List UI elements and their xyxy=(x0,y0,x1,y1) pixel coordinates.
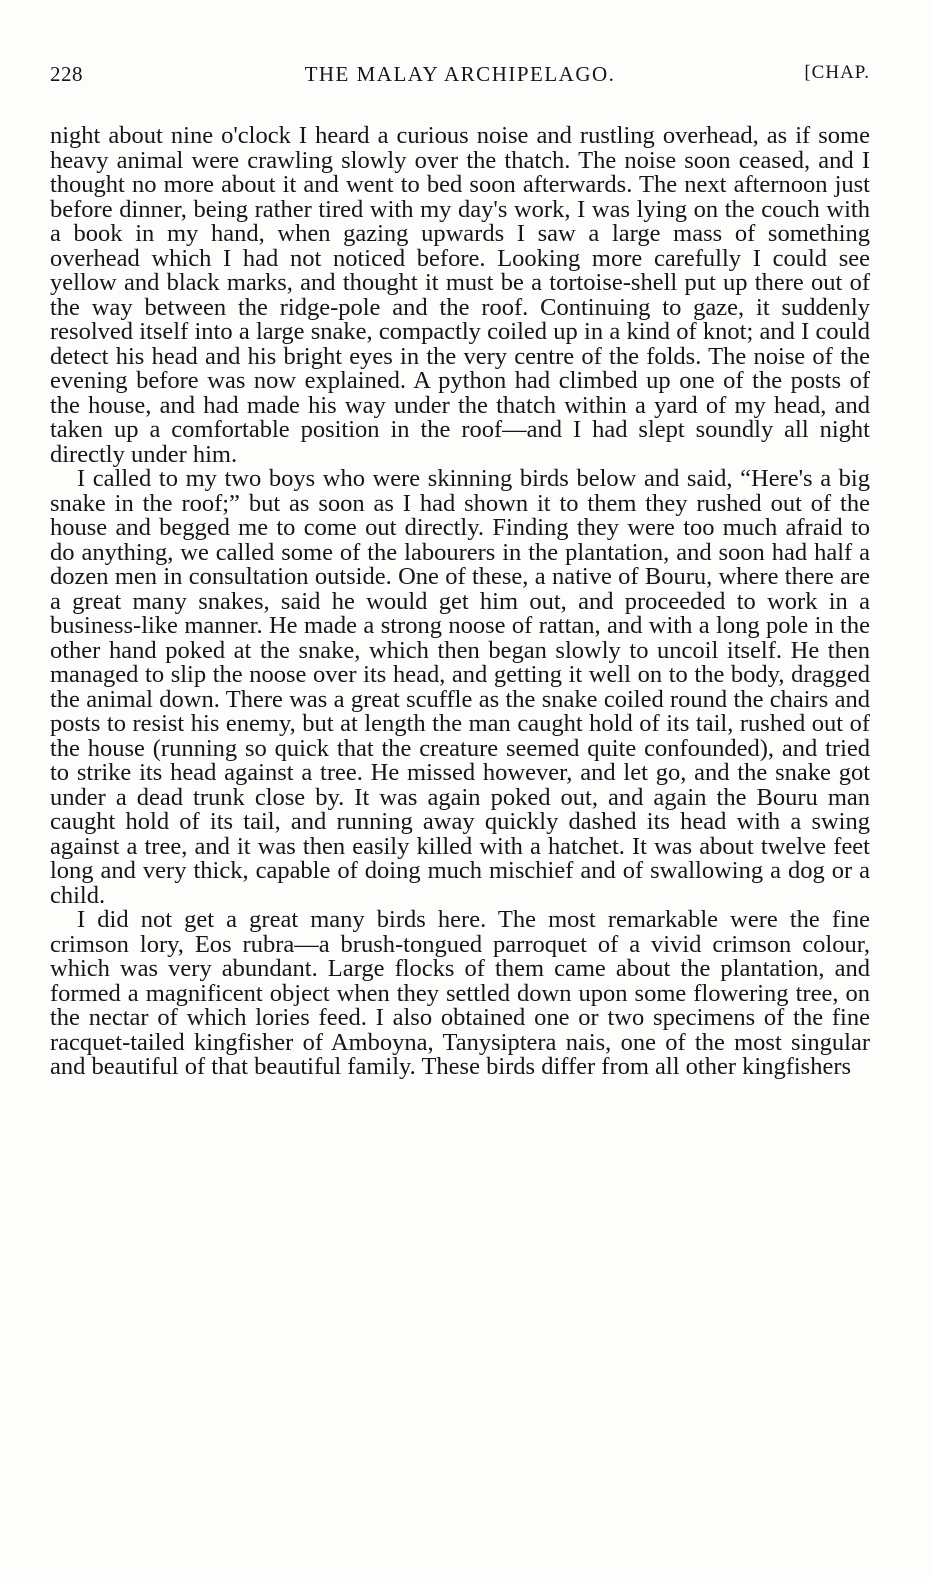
paragraph: I did not get a great many birds here. The most remarkable were the fine crimson lory, Eos rubra—a brush-tongued parroquet of a vivid crimson colour, which was very abundant. Large flocks of them came about the plantation, and formed a magnificent object when they settled down upon some flowering tree, on the nectar of which lories feed. I also obtained one or two specimens of the fine racquet-tailed kingfisher of Amboyna, Tanysiptera nais, one of the most singular and beautiful of that beautiful family. These birds differ from all other kingfishers xyxy=(50,906,870,1080)
chapter-marker: [CHAP. xyxy=(804,62,870,83)
page-number: 228 xyxy=(50,62,83,86)
page-header xyxy=(50,62,870,96)
running-title: THE MALAY ARCHIPELAGO. xyxy=(304,62,616,86)
paragraph: I called to my two boys who were skinning birds below and said, “Here's a big snake in the roof;” but as soon as I had shown it to them they rushed out of the house and begged me to come out directly. Finding they were too much afraid to do anything, we called some of the labourers in the plantation, and soon had half a dozen men in consultation outside. One of these, a native of Bouru, where there are a great many snakes, said he would get him out, and proceeded to work in a business-like manner. He made a strong noose of rattan, and with a long pole in the other hand poked at the snake, which then began slowly to uncoil itself. He then managed to slip the noose over its head, and getting it well on to the body, dragged the animal down. There was a great scuffle as the snake coiled round the chairs and posts to resist his enemy, but at length the man caught hold of its tail, rushed out of the house (running so quick that the creature seemed quite confounded), and tried to strike its head against a tree. He missed however, and let go, and the snake got under a dead trunk close by. It was again poked out, and again the Bouru man caught hold of its tail, and running away quickly dashed its head with a swing against a tree, and it was then easily killed with a hatchet. It was about twelve feet long and very thick, capable of doing much mischief and of swallowing a dog or a child. xyxy=(50,465,870,909)
body-text xyxy=(50,124,870,1080)
paragraph-continued: night about nine o'clock I heard a curious noise and rustling overhead, as if some heavy animal were crawling slowly over the thatch. The noise soon ceased, and I thought no more about it and went to bed soon afterwards. The next afternoon just before dinner, being rather tired with my day's work, I was lying on the couch with a book in my hand, when gazing upwards I saw a large mass of something overhead which I had not noticed before. Looking more carefully I could see yellow and black marks, and thought it must be a tortoise-shell put up there out of the way between the ridge-pole and the roof. Continuing to gaze, it suddenly resolved itself into a large snake, compactly coiled up in a kind of knot; and I could detect his head and his bright eyes in the very centre of the folds. The noise of the evening before was now explained. A python had climbed up one of the posts of the house, and had made his way under the thatch within a yard of my head, and taken up a comfortable position in the roof—and I had slept soundly all night directly under him. xyxy=(50,122,870,468)
